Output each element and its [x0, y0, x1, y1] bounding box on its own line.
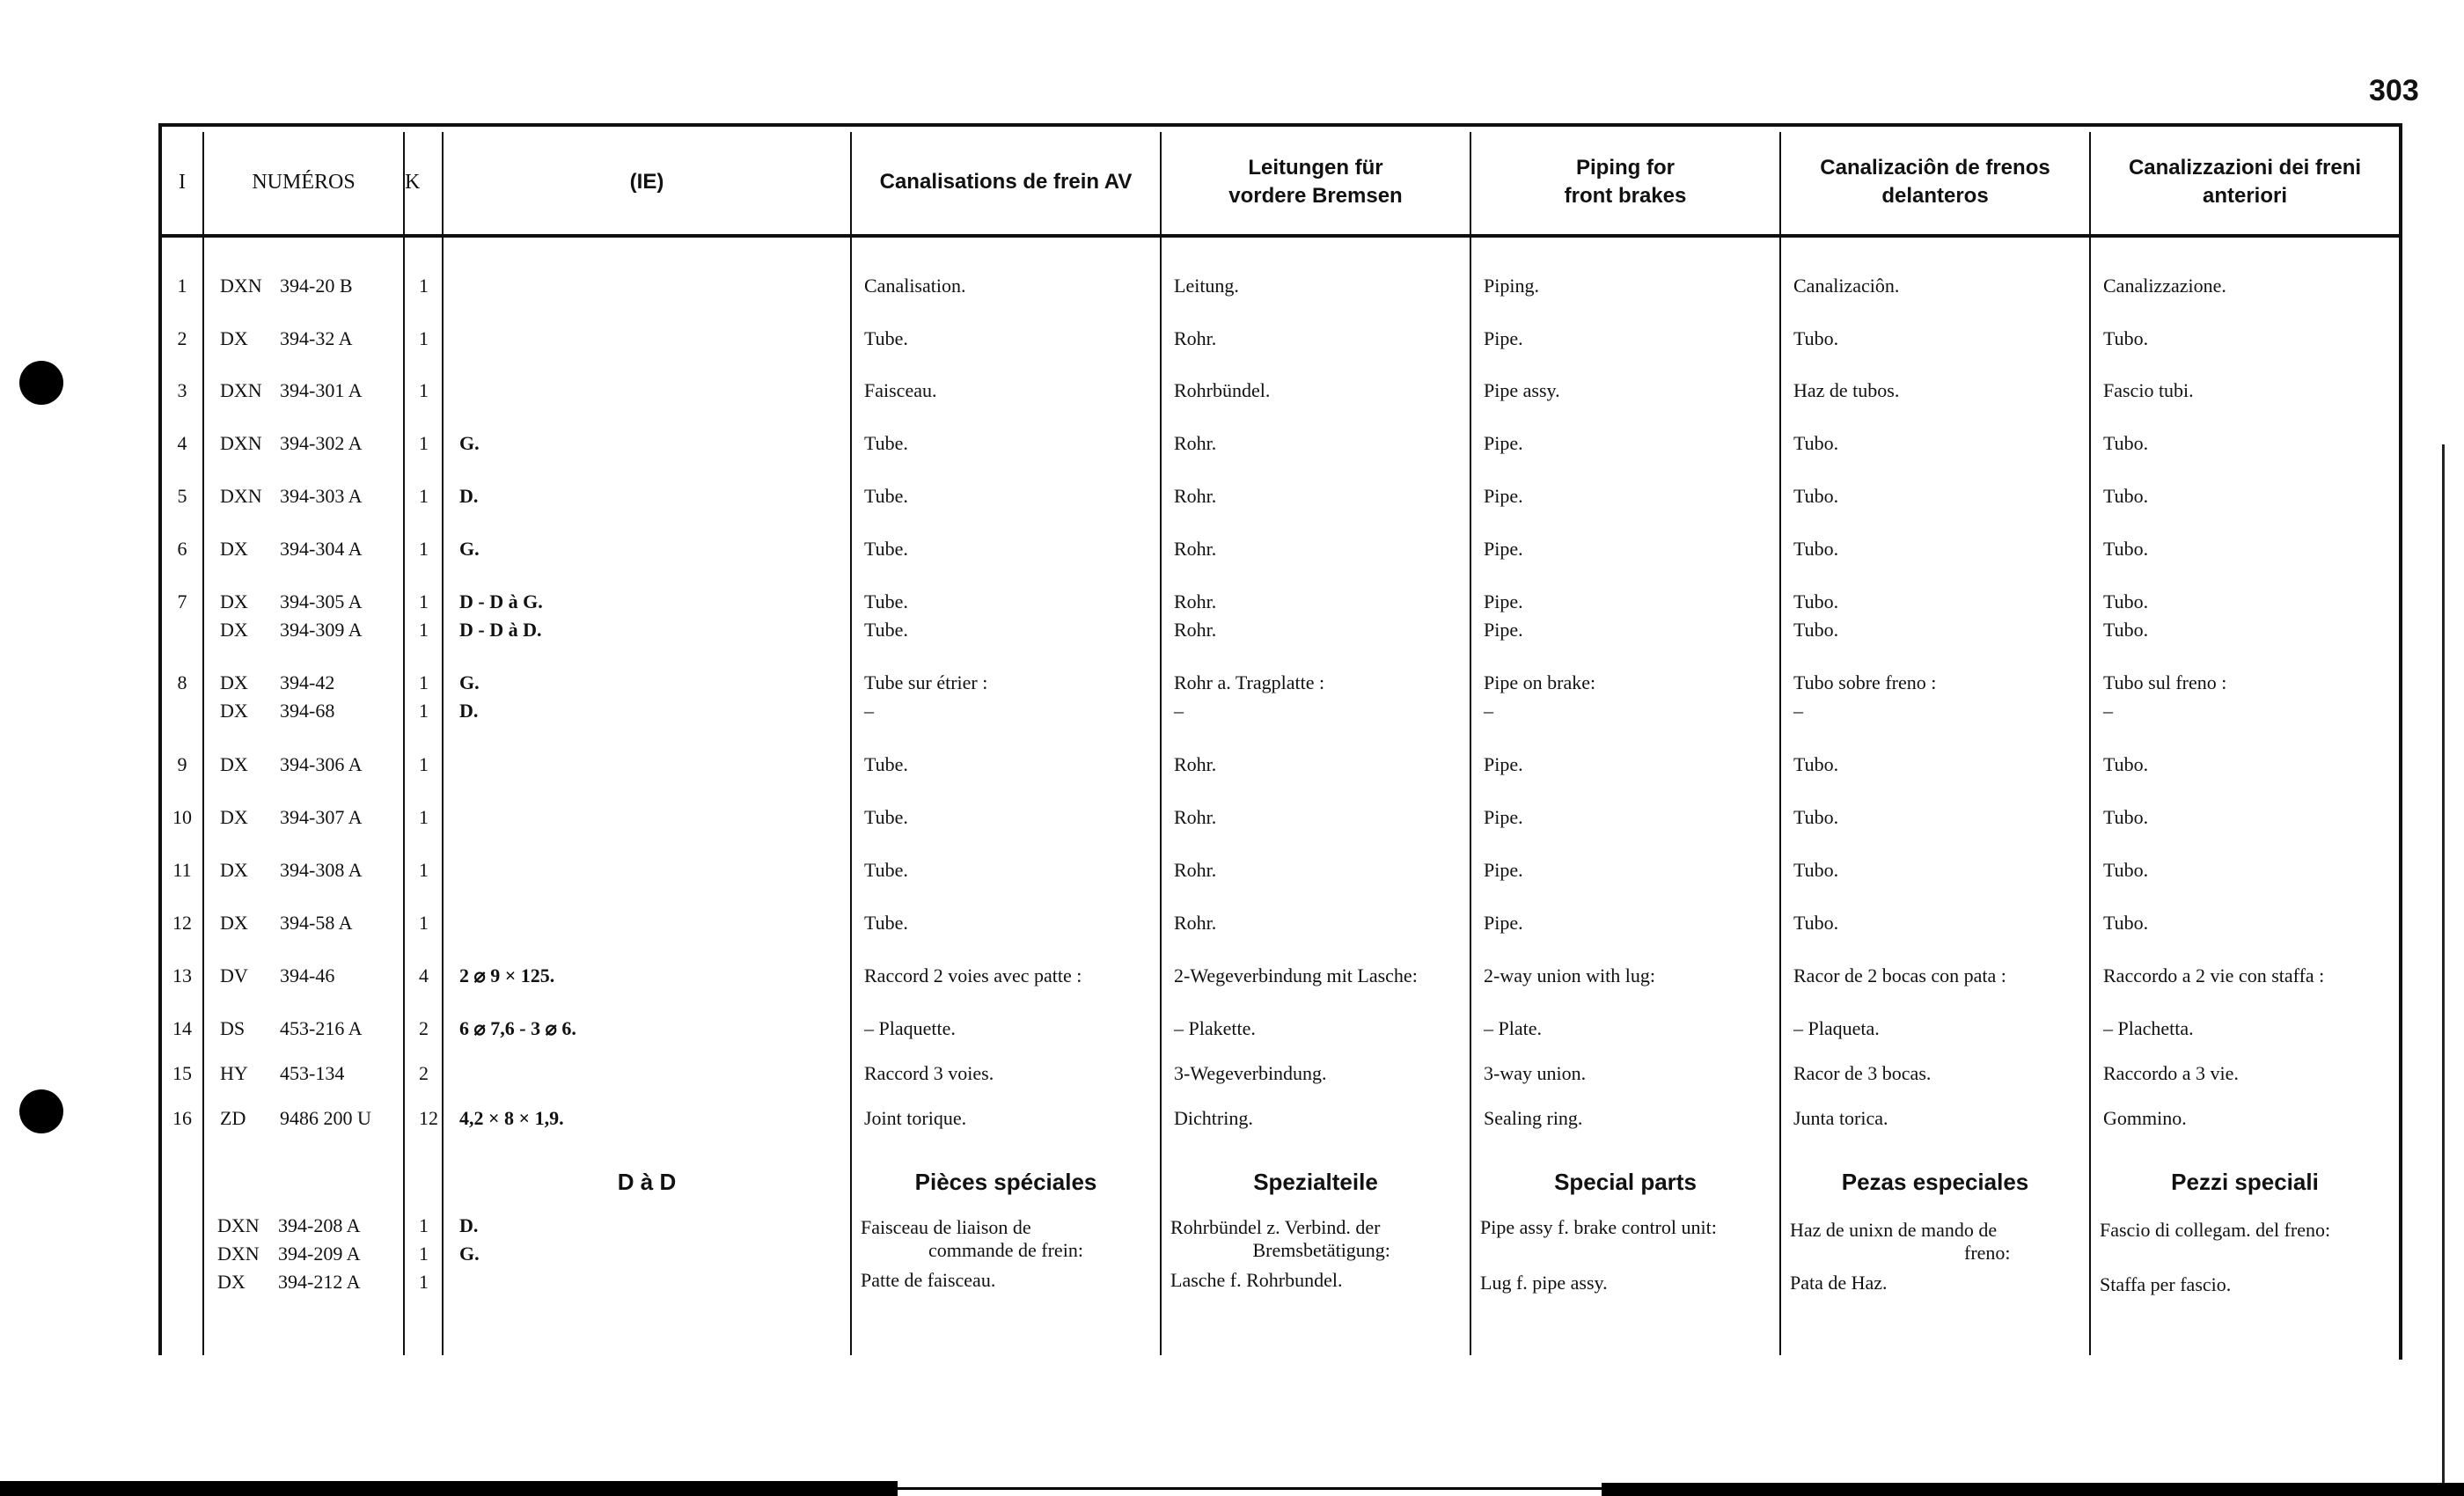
- cell-es: Tubo.: [1793, 538, 1839, 560]
- cell-k: 1: [419, 859, 429, 881]
- cell-code: DX: [220, 700, 248, 722]
- cell-en: Pipe.: [1484, 912, 1523, 934]
- cell-part: 394-302 A: [280, 432, 363, 454]
- cell-i: 1: [177, 275, 187, 297]
- cell-fr: Tube.: [864, 912, 908, 934]
- cell-i: 3: [177, 379, 187, 401]
- cell-de: Rohr.: [1174, 538, 1217, 560]
- cell-k: 1: [419, 590, 429, 612]
- cell-part: 394-32 A: [280, 327, 353, 349]
- special-cell-k: 1: [419, 1243, 429, 1265]
- special-item2-de: Lasche f. Rohrbundel.: [1170, 1269, 1343, 1291]
- cell-it: Raccordo a 3 vie.: [2103, 1062, 2239, 1084]
- cell-es: Tubo.: [1793, 912, 1839, 934]
- punch-hole-bottom: [19, 1089, 63, 1133]
- special-heading-es: Pezas especiales: [1841, 1169, 2029, 1195]
- cell-k: 1: [419, 485, 429, 507]
- cell-en: Pipe.: [1484, 859, 1523, 881]
- cell-k: 4: [419, 964, 429, 986]
- cell-fr: Tube sur étrier :: [864, 671, 988, 693]
- cell-part: 394-58 A: [280, 912, 353, 934]
- cell-es: Junta torica.: [1793, 1107, 1888, 1129]
- table-frame-left: [158, 123, 162, 1355]
- cell-k: 1: [419, 700, 429, 722]
- cell-k: 1: [419, 619, 429, 641]
- cell-de: Dichtring.: [1174, 1107, 1253, 1129]
- header-es: Canalizaciôn de frenos delanteros: [1820, 156, 2050, 208]
- cell-en: Pipe.: [1484, 327, 1523, 349]
- cell-ie: D.: [459, 485, 479, 507]
- header-de: Leitungen für vordere Bremsen: [1228, 156, 1403, 208]
- cell-k: 2: [419, 1017, 429, 1039]
- cell-part: 394-307 A: [280, 806, 363, 828]
- cell-i: 7: [177, 590, 187, 612]
- cell-en: Pipe.: [1484, 753, 1523, 775]
- cell-de: Rohr.: [1174, 619, 1217, 641]
- cell-es: Tubo.: [1793, 753, 1839, 775]
- cell-code: DXN: [220, 485, 262, 507]
- cell-part: 394-303 A: [280, 485, 363, 507]
- special-item2-en: Lug f. pipe assy.: [1480, 1272, 1608, 1294]
- cell-code: DX: [220, 327, 248, 349]
- cell-es: Canalizaciôn.: [1793, 275, 1900, 297]
- special-cell-code: DXN: [217, 1214, 260, 1236]
- cell-fr: Tube.: [864, 619, 908, 641]
- cell-it: Raccordo a 2 vie con staffa :: [2103, 964, 2325, 986]
- cell-k: 1: [419, 275, 429, 297]
- header-qty: K: [405, 171, 421, 194]
- punch-hole-top: [19, 361, 63, 405]
- cell-it: Gommino.: [2103, 1107, 2187, 1129]
- cell-ie: G.: [459, 671, 480, 693]
- scan-bottom-edge: [1602, 1483, 2464, 1496]
- cell-it: Tubo.: [2103, 753, 2149, 775]
- special-item1-it: Fascio di collegam. del freno:: [2100, 1219, 2331, 1241]
- cell-code: DXN: [220, 275, 262, 297]
- column-divider: [202, 132, 204, 1355]
- cell-es: – Plaqueta.: [1793, 1017, 1880, 1039]
- cell-fr: Tube.: [864, 432, 908, 454]
- cell-k: 1: [419, 806, 429, 828]
- cell-fr: –: [864, 700, 874, 722]
- cell-it: Canalizzazione.: [2103, 275, 2226, 297]
- header-numbers: NUMÉROS: [252, 171, 356, 194]
- cell-ie: D.: [459, 700, 479, 722]
- cell-k: 1: [419, 538, 429, 560]
- page-number: 303: [2369, 74, 2419, 107]
- cell-it: Tubo.: [2103, 859, 2149, 881]
- cell-es: Tubo.: [1793, 619, 1839, 641]
- cell-de: Rohr.: [1174, 912, 1217, 934]
- header-fr: Canalisations de frein AV: [879, 170, 1133, 194]
- cell-fr: Faisceau.: [864, 379, 937, 401]
- table-frame-right: [2399, 123, 2402, 1360]
- header-rule: [158, 234, 2401, 238]
- scan-bottom-edge: [898, 1487, 1602, 1490]
- cell-it: Tubo.: [2103, 590, 2149, 612]
- cell-it: Tubo.: [2103, 485, 2149, 507]
- cell-ie: G.: [459, 538, 480, 560]
- cell-en: Pipe.: [1484, 806, 1523, 828]
- special-item1-en: Pipe assy f. brake control unit:: [1480, 1216, 1717, 1238]
- cell-en: – Plate.: [1484, 1017, 1542, 1039]
- cell-en: Pipe.: [1484, 619, 1523, 641]
- cell-ie: D - D à D.: [459, 619, 542, 641]
- cell-code: DX: [220, 753, 248, 775]
- cell-it: Tubo.: [2103, 806, 2149, 828]
- cell-es: Haz de tubos.: [1793, 379, 1900, 401]
- column-divider: [403, 132, 405, 1355]
- cell-fr: Tube.: [864, 327, 908, 349]
- special-ie-heading: D à D: [617, 1169, 677, 1195]
- cell-de: –: [1174, 700, 1184, 722]
- cell-code: DX: [220, 538, 248, 560]
- cell-de: Rohr.: [1174, 806, 1217, 828]
- cell-de: Rohr.: [1174, 590, 1217, 612]
- cell-i: 6: [177, 538, 187, 560]
- cell-fr: Tube.: [864, 590, 908, 612]
- cell-fr: – Plaquette.: [864, 1017, 956, 1039]
- cell-code: DX: [220, 619, 248, 641]
- cell-en: –: [1484, 700, 1493, 722]
- special-cell-code: DX: [217, 1271, 246, 1293]
- cell-it: Tubo.: [2103, 538, 2149, 560]
- cell-es: Tubo.: [1793, 485, 1839, 507]
- cell-fr: Tube.: [864, 485, 908, 507]
- cell-code: DX: [220, 806, 248, 828]
- cell-part: 9486 200 U: [280, 1107, 371, 1129]
- special-item1-fr: Faisceau de liaison de commande de frein:: [861, 1216, 1083, 1261]
- cell-code: DX: [220, 671, 248, 693]
- cell-en: Pipe.: [1484, 485, 1523, 507]
- cell-i: 10: [172, 806, 192, 828]
- special-cell-ie: D.: [459, 1214, 479, 1236]
- special-item1-es: Haz de unixn de mando de freno:: [1790, 1219, 2011, 1264]
- scan-edge-line: [2442, 444, 2445, 1496]
- cell-part: 394-20 B: [280, 275, 353, 297]
- cell-code: ZD: [220, 1107, 246, 1129]
- header-it: Canalizzazioni dei freni anteriori: [2128, 156, 2362, 208]
- cell-code: HY: [220, 1062, 248, 1084]
- cell-fr: Tube.: [864, 538, 908, 560]
- cell-en: 2-way union with lug:: [1484, 964, 1655, 986]
- special-heading-de: Spezialteile: [1253, 1169, 1378, 1195]
- cell-code: DXN: [220, 379, 262, 401]
- cell-de: Rohr a. Tragplatte :: [1174, 671, 1325, 693]
- special-cell-part: 394-209 A: [278, 1243, 361, 1265]
- special-cell-code: DXN: [217, 1243, 260, 1265]
- cell-i: 2: [177, 327, 187, 349]
- cell-it: Fascio tubi.: [2103, 379, 2194, 401]
- special-cell-ie: G.: [459, 1243, 480, 1265]
- cell-en: Piping.: [1484, 275, 1539, 297]
- cell-de: Rohrbündel.: [1174, 379, 1271, 401]
- cell-code: DX: [220, 859, 248, 881]
- cell-i: 4: [177, 432, 187, 454]
- cell-it: Tubo.: [2103, 327, 2149, 349]
- cell-fr: Canalisation.: [864, 275, 966, 297]
- cell-code: DXN: [220, 432, 262, 454]
- cell-part: 394-305 A: [280, 590, 363, 612]
- cell-es: –: [1793, 700, 1803, 722]
- cell-ie: 2 ⌀ 9 × 125.: [459, 964, 555, 986]
- special-heading-en: Special parts: [1554, 1169, 1697, 1195]
- cell-it: Tubo sul freno :: [2103, 671, 2227, 693]
- cell-en: 3-way union.: [1484, 1062, 1587, 1084]
- cell-k: 2: [419, 1062, 429, 1084]
- cell-de: 3-Wegeverbindung.: [1174, 1062, 1327, 1084]
- cell-part: 394-68: [280, 700, 335, 722]
- cell-es: Tubo.: [1793, 806, 1839, 828]
- cell-i: 12: [172, 912, 192, 934]
- special-heading-fr: Pièces spéciales: [914, 1169, 1097, 1195]
- cell-code: DV: [220, 964, 248, 986]
- cell-code: DS: [220, 1017, 246, 1039]
- cell-fr: Raccord 2 voies avec patte :: [864, 964, 1082, 986]
- cell-part: 453-216 A: [280, 1017, 363, 1039]
- cell-i: 14: [172, 1017, 192, 1039]
- cell-part: 394-301 A: [280, 379, 363, 401]
- special-item1-de: Rohrbündel z. Verbind. der Bremsbetätigung:: [1170, 1216, 1390, 1261]
- cell-es: Tubo sobre freno :: [1793, 671, 1937, 693]
- cell-i: 15: [172, 1062, 192, 1084]
- cell-ie: 4,2 × 8 × 1,9.: [459, 1107, 564, 1129]
- cell-de: Rohr.: [1174, 327, 1217, 349]
- cell-de: – Plakette.: [1174, 1017, 1256, 1039]
- special-cell-k: 1: [419, 1271, 429, 1293]
- header-index: I: [179, 171, 186, 194]
- cell-fr: Raccord 3 voies.: [864, 1062, 994, 1084]
- cell-es: Racor de 2 bocas con pata :: [1793, 964, 2006, 986]
- cell-it: – Plachetta.: [2103, 1017, 2194, 1039]
- cell-it: Tubo.: [2103, 619, 2149, 641]
- cell-part: 394-306 A: [280, 753, 363, 775]
- cell-es: Tubo.: [1793, 432, 1839, 454]
- header-en: Piping for front brakes: [1564, 156, 1687, 208]
- cell-fr: Tube.: [864, 806, 908, 828]
- cell-de: Rohr.: [1174, 432, 1217, 454]
- special-item2-fr: Patte de faisceau.: [861, 1269, 996, 1291]
- cell-fr: Tube.: [864, 859, 908, 881]
- cell-ie: G.: [459, 432, 480, 454]
- cell-de: Rohr.: [1174, 485, 1217, 507]
- cell-part: 394-309 A: [280, 619, 363, 641]
- special-item2-es: Pata de Haz.: [1790, 1272, 1888, 1294]
- special-heading-it: Pezzi speciali: [2171, 1169, 2319, 1195]
- cell-es: Racor de 3 bocas.: [1793, 1062, 1932, 1084]
- cell-k: 1: [419, 432, 429, 454]
- cell-k: 1: [419, 753, 429, 775]
- cell-en: Pipe.: [1484, 432, 1523, 454]
- cell-de: 2-Wegeverbindung mit Lasche:: [1174, 964, 1418, 986]
- cell-de: Leitung.: [1174, 275, 1239, 297]
- cell-k: 1: [419, 671, 429, 693]
- cell-en: Pipe on brake:: [1484, 671, 1596, 693]
- cell-de: Rohr.: [1174, 859, 1217, 881]
- cell-part: 453-134: [280, 1062, 345, 1084]
- cell-en: Pipe.: [1484, 590, 1523, 612]
- scan-bottom-edge: [0, 1481, 898, 1496]
- table-frame-top: [158, 123, 2401, 127]
- cell-code: DX: [220, 590, 248, 612]
- cell-fr: Joint torique.: [864, 1107, 967, 1129]
- header-ie: (IE): [629, 170, 664, 194]
- cell-en: Pipe.: [1484, 538, 1523, 560]
- cell-k: 1: [419, 327, 429, 349]
- cell-es: Tubo.: [1793, 590, 1839, 612]
- special-cell-k: 1: [419, 1214, 429, 1236]
- cell-fr: Tube.: [864, 753, 908, 775]
- cell-i: 8: [177, 671, 187, 693]
- cell-en: Pipe assy.: [1484, 379, 1560, 401]
- cell-it: Tubo.: [2103, 912, 2149, 934]
- cell-part: 394-46: [280, 964, 335, 986]
- cell-en: Sealing ring.: [1484, 1107, 1583, 1129]
- cell-i: 13: [172, 964, 192, 986]
- cell-de: Rohr.: [1174, 753, 1217, 775]
- cell-i: 16: [172, 1107, 192, 1129]
- cell-part: 394-304 A: [280, 538, 363, 560]
- cell-k: 1: [419, 379, 429, 401]
- cell-part: 394-308 A: [280, 859, 363, 881]
- cell-k: 12: [419, 1107, 438, 1129]
- special-item2-it: Staffa per fascio.: [2100, 1273, 2232, 1295]
- cell-i: 9: [177, 753, 187, 775]
- cell-k: 1: [419, 912, 429, 934]
- special-cell-part: 394-208 A: [278, 1214, 361, 1236]
- special-cell-part: 394-212 A: [278, 1271, 361, 1293]
- cell-ie: D - D à G.: [459, 590, 543, 612]
- cell-i: 11: [172, 859, 192, 881]
- cell-es: Tubo.: [1793, 327, 1839, 349]
- cell-code: DX: [220, 912, 248, 934]
- cell-ie: 6 ⌀ 7,6 - 3 ⌀ 6.: [459, 1017, 576, 1039]
- cell-es: Tubo.: [1793, 859, 1839, 881]
- cell-i: 5: [177, 485, 187, 507]
- cell-it: –: [2103, 700, 2113, 722]
- cell-part: 394-42: [280, 671, 335, 693]
- cell-it: Tubo.: [2103, 432, 2149, 454]
